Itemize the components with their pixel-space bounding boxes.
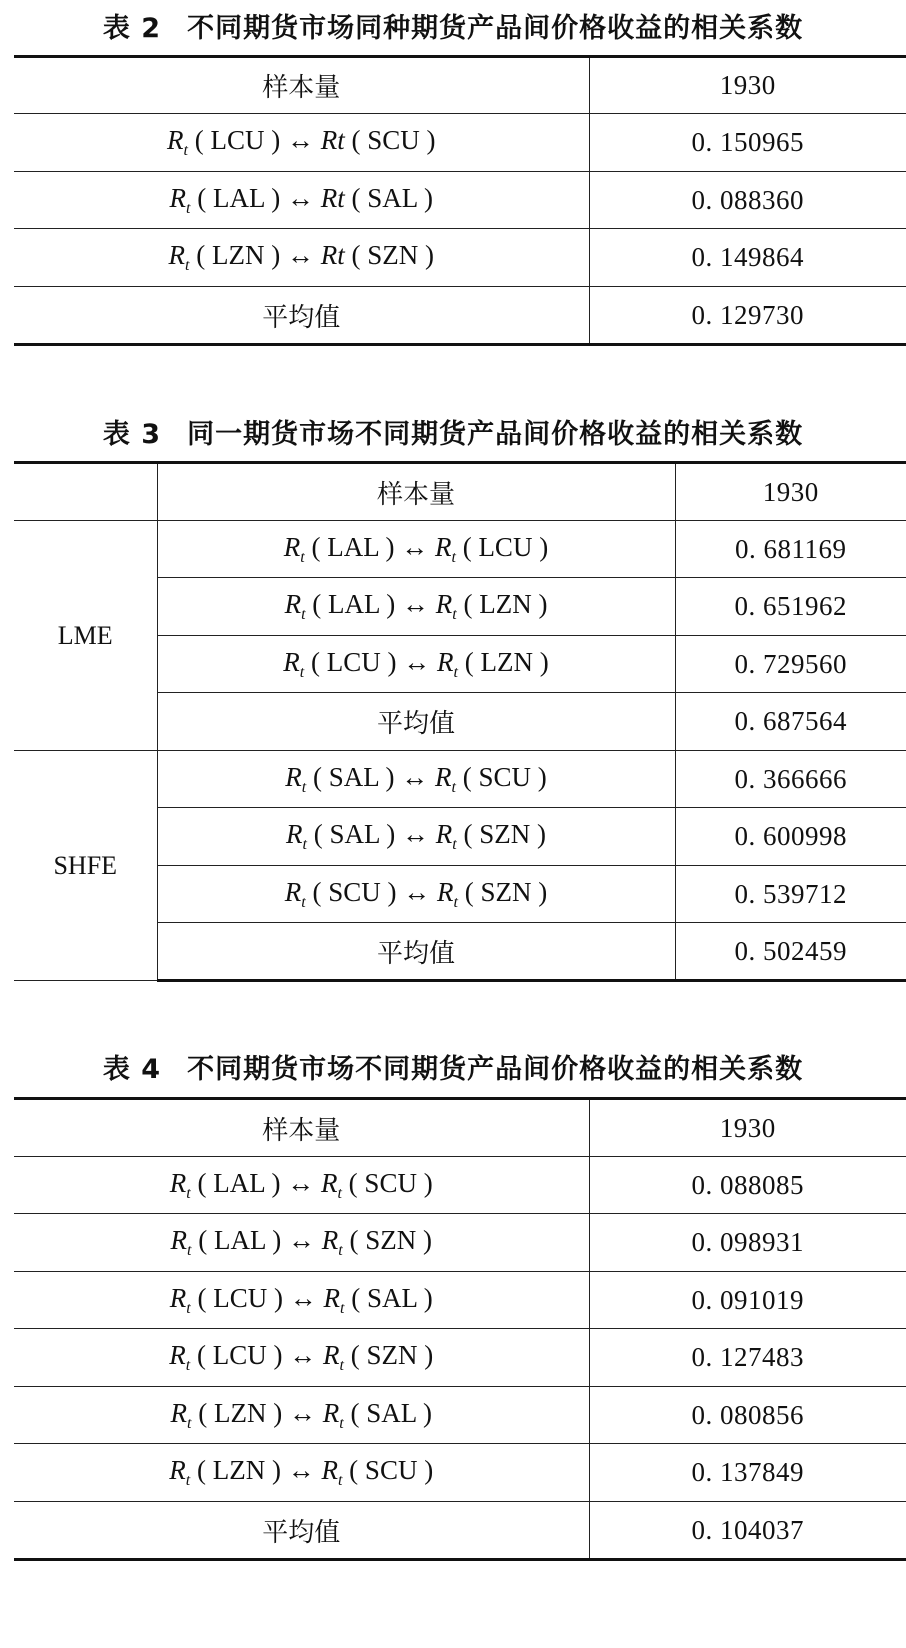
correlation-value: 0. 127483 [589,1329,906,1387]
pair-label: $R_t$ ( LZN ) ↔ $R_t$ ( SAL ) [14,1387,589,1444]
market-label-lme: LME [14,521,157,751]
average-value: 0. 104037 [589,1502,906,1560]
pair-label: $R_t$ ( LAL ) ↔ $R_t$ ( SZN ) [14,1214,589,1272]
table3-caption-text: 同一期货市场不同期货产品间价格收益的相关系数 [187,419,804,450]
empty-corner-cell [14,463,157,521]
pair-label: $R_t$ ( LCU ) ↔ $R_t$ ( SZN ) [14,1329,589,1387]
pair-label: $R_t$ ( SAL ) ↔ $R_t$ ( SZN ) [157,808,675,866]
average-label: 平均值 [157,693,675,751]
table4-caption-number: 表 4 [102,1054,162,1085]
pair-label: $R_t$ ( SCU ) ↔ $R_t$ ( SZN ) [157,866,675,923]
pair-label: $R_t$ ( LCU ) ↔ Rt ( SCU ) [14,114,589,172]
sample-size-value: 1930 [589,1099,906,1157]
average-value: 0. 129730 [589,287,906,345]
pair-label: $R_t$ ( SAL ) ↔ $R_t$ ( SCU ) [157,751,675,808]
correlation-value: 0. 651962 [675,578,906,636]
average-label: 平均值 [157,923,675,981]
table-row [14,1272,906,1329]
table2-average-row [14,287,906,345]
pair-label: $R_t$ ( LAL ) ↔ Rt ( SAL ) [14,172,589,229]
correlation-value: 0. 088085 [589,1157,906,1214]
pair-label: $R_t$ ( LAL ) ↔ $R_t$ ( SCU ) [14,1157,589,1214]
table4-average-row [14,1502,906,1560]
correlation-value: 0. 681169 [675,521,906,578]
correlation-value: 0. 149864 [589,229,906,287]
average-value: 0. 687564 [675,693,906,751]
correlation-value: 0. 539712 [675,866,906,923]
table-row [14,1329,906,1387]
pair-label: $R_t$ ( LCU ) ↔ $R_t$ ( SAL ) [14,1272,589,1329]
sample-size-value: 1930 [589,57,906,114]
sample-size-label: 样本量 [14,1099,589,1157]
pair-label: $R_t$ ( LAL ) ↔ $R_t$ ( LCU ) [157,521,675,578]
correlation-value: 0. 088360 [589,172,906,229]
table-row [14,229,906,287]
table-row [14,114,906,172]
correlation-value: 0. 729560 [675,636,906,693]
correlation-value: 0. 137849 [589,1444,906,1502]
table-row [14,1387,906,1444]
table2-caption [0,6,906,45]
sample-size-label: 样本量 [14,57,589,114]
table-row [14,751,906,808]
table2-header-row [14,57,906,114]
pair-label: $R_t$ ( LCU ) ↔ $R_t$ ( LZN ) [157,636,675,693]
sample-size-value: 1930 [675,463,906,521]
table3-header-row [14,463,906,521]
correlation-value: 0. 098931 [589,1214,906,1272]
average-label: 平均值 [14,287,589,345]
table2-caption-number: 表 2 [102,13,162,44]
table2 [14,55,906,346]
correlation-value: 0. 080856 [589,1387,906,1444]
pair-label: $R_t$ ( LAL ) ↔ $R_t$ ( LZN ) [157,578,675,636]
table4-caption-text: 不同期货市场不同期货产品间价格收益的相关系数 [187,1054,804,1085]
correlation-value: 0. 091019 [589,1272,906,1329]
market-label-shfe: SHFE [14,751,157,981]
average-label: 平均值 [14,1502,589,1560]
table-row [14,1214,906,1272]
pair-label: $R_t$ ( LZN ) ↔ Rt ( SZN ) [14,229,589,287]
table4-caption [0,1047,906,1086]
table-row [14,1444,906,1502]
table3-caption [0,412,906,451]
pair-label: $R_t$ ( LZN ) ↔ $R_t$ ( SCU ) [14,1444,589,1502]
table2-caption-text: 不同期货市场同种期货产品间价格收益的相关系数 [187,13,804,44]
table4-header-row [14,1099,906,1157]
table-row [14,521,906,578]
table3-caption-number: 表 3 [102,419,162,450]
table4 [14,1097,906,1561]
correlation-value: 0. 150965 [589,114,906,172]
average-value: 0. 502459 [675,923,906,981]
table-row [14,1157,906,1214]
table-row [14,172,906,229]
correlation-value: 0. 600998 [675,808,906,866]
table3 [14,461,906,982]
sample-size-label: 样本量 [157,463,675,521]
correlation-value: 0. 366666 [675,751,906,808]
